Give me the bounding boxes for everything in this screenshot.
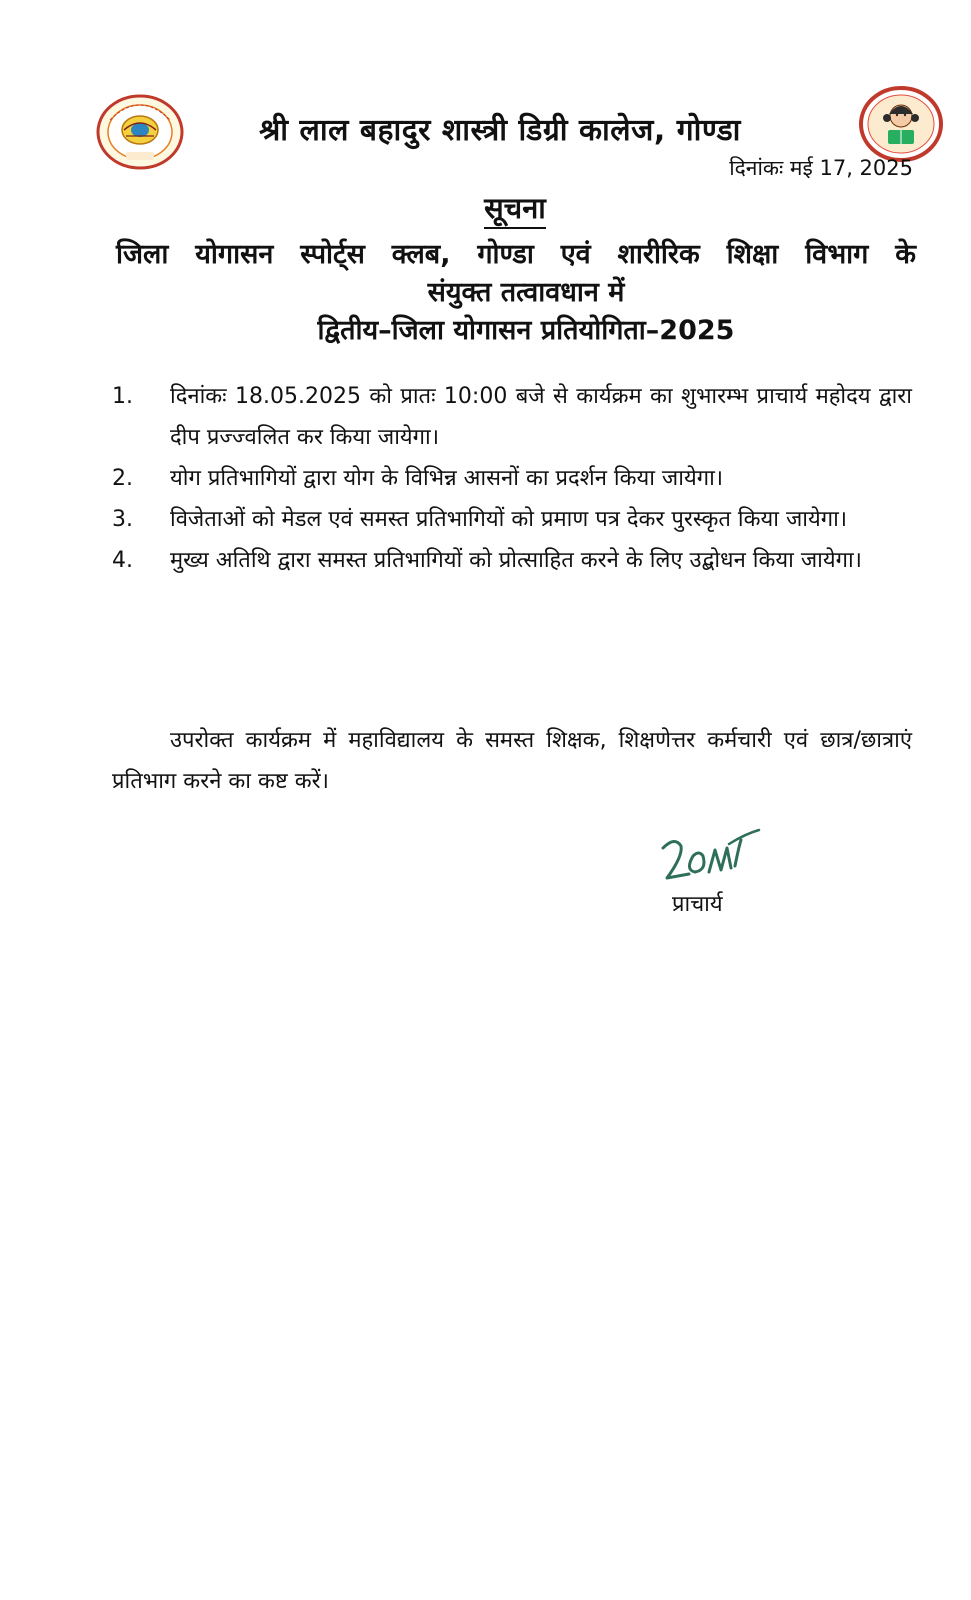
list-item-number: 3. bbox=[112, 507, 133, 532]
list-item bbox=[112, 540, 912, 581]
list-item-number: 4. bbox=[112, 548, 133, 573]
heading-line-1: जिला योगासन स्पोर्ट्स क्लब, गोण्डा एवं शारीरिक शिक्षा विभाग के bbox=[116, 239, 916, 270]
list-item-text: दिनांकः 18.05.2025 को प्रातः 10:00 बजे से कार्यक्रम का शुभारम्भ प्राचार्य महोदय द्वारा दीप प्रज्ज्वलित कर किया जायेगा। bbox=[170, 384, 912, 450]
list-item bbox=[112, 499, 912, 540]
notice-title bbox=[0, 188, 971, 227]
list-item-text: योग प्रतिभागियों द्वारा योग के विभिन्न आसनों का प्रदर्शन किया जायेगा। bbox=[170, 466, 724, 491]
list-item-number: 1. bbox=[112, 384, 133, 409]
list-item bbox=[112, 376, 912, 458]
list-item bbox=[112, 458, 912, 499]
notice-date: दिनांकः मई 17, 2025 bbox=[729, 156, 913, 180]
college-name: श्री लाल बहादुर शास्त्री डिग्री कालेज, गोण्डा bbox=[259, 113, 741, 148]
list-item-number: 2. bbox=[112, 466, 133, 491]
list-item-text: विजेताओं को मेडल एवं समस्त प्रतिभागियों को प्रमाण पत्र देकर पुरस्कृत किया जायेगा। bbox=[170, 507, 848, 532]
notice-title-text: सूचना bbox=[484, 191, 546, 229]
signatory-designation: प्राचार्य bbox=[672, 892, 723, 917]
heading-line-2: संयुक्त तत्वावधान में bbox=[427, 277, 625, 308]
event-heading bbox=[116, 236, 916, 350]
heading-line-3: द्वितीय–जिला योगासन प्रतियोगिता–2025 bbox=[317, 315, 735, 346]
closing-paragraph: उपरोक्त कार्यक्रम में महाविद्यालय के समस्त शिक्षक, शिक्षणेत्तर कर्मचारी एवं छात्र/छात्राएं प्रतिभाग करने का कष्ट करें। bbox=[112, 728, 912, 794]
beti-bachao-beti-padhao-icon bbox=[858, 86, 944, 162]
college-seal-icon bbox=[96, 94, 184, 170]
handwritten-signature-icon bbox=[655, 826, 765, 892]
program-points bbox=[112, 376, 912, 581]
list-item-text: मुख्य अतिथि द्वारा समस्त प्रतिभागियों को प्रोत्साहित करने के लिए उद्बोधन किया जायेगा। bbox=[170, 548, 863, 573]
